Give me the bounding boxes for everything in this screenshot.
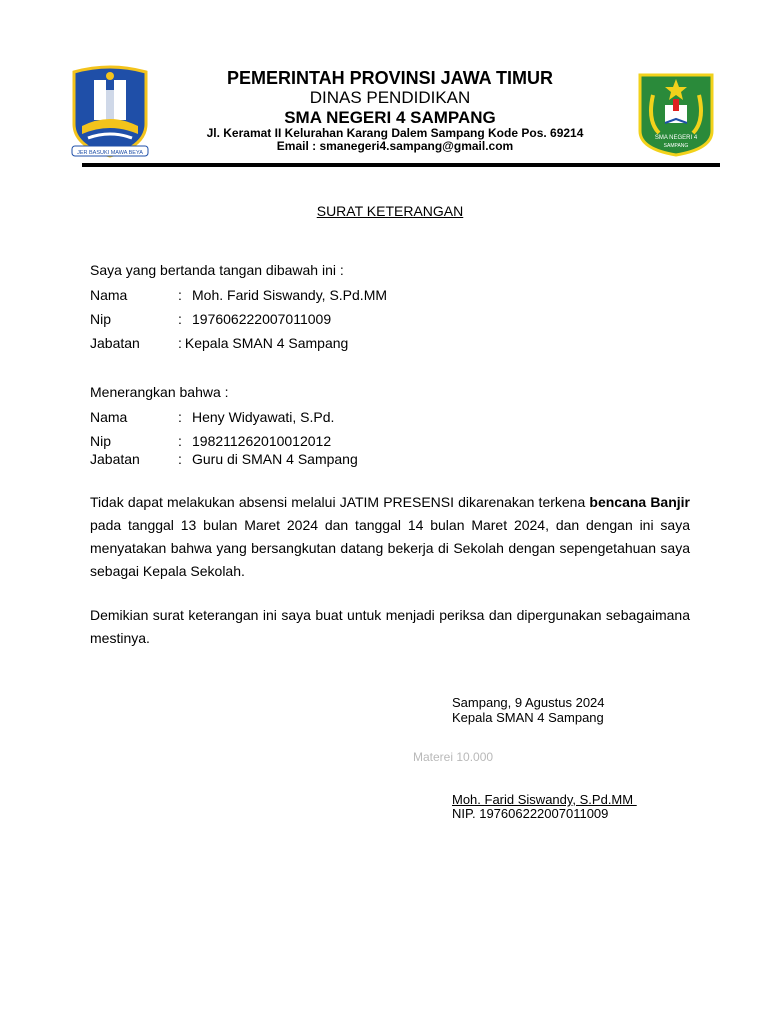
colon: : bbox=[178, 287, 182, 303]
east-java-crest-logo bbox=[68, 64, 152, 160]
school-logo-subtext: SAMPANG bbox=[663, 143, 689, 149]
statement-intro: Menerangkan bahwa : bbox=[90, 384, 229, 400]
body-paragraph-1 bbox=[90, 491, 690, 583]
document-title: SURAT KETERANGAN bbox=[316, 203, 464, 219]
field-value: Heny Widyawati, S.Pd. bbox=[192, 409, 335, 425]
signer-nip-row bbox=[90, 311, 331, 327]
colon: : bbox=[178, 311, 182, 327]
colon: : bbox=[178, 335, 182, 351]
field-label: Nip bbox=[90, 433, 112, 449]
header-address: Jl. Keramat II Kelurahan Karang Dalem Sampang Kode Pos. 69214 bbox=[206, 126, 584, 140]
body-paragraph-2: Demikian surat keterangan ini saya buat untuk menjadi periksa dan dipergunakan sebagaimana mestinya. bbox=[90, 607, 690, 646]
crest-motto: JER BASUKI MAWA BEYA bbox=[77, 150, 143, 156]
header-government: PEMERINTAH PROVINSI JAWA TIMUR bbox=[226, 68, 554, 88]
signer-name-row bbox=[90, 287, 387, 303]
paragraph-bold-text: bencana Banjir bbox=[589, 494, 690, 510]
field-value: 197606222007011009 bbox=[192, 311, 332, 327]
field-label: Jabatan bbox=[90, 335, 140, 351]
colon: : bbox=[178, 409, 182, 425]
signer-position: Kepala SMAN 4 Sampang bbox=[452, 710, 604, 725]
signer-position-row bbox=[90, 335, 348, 351]
header-email: Email : smanegeri4.sampang@gmail.com bbox=[276, 139, 514, 153]
field-label: Nama bbox=[90, 409, 128, 425]
colon: : bbox=[178, 433, 182, 449]
place-date: Sampang, 9 Agustus 2024 bbox=[452, 695, 605, 710]
field-value: 198211262010012012 bbox=[192, 433, 332, 449]
field-value: Moh. Farid Siswandy, S.Pd.MM bbox=[192, 287, 388, 303]
signer-name: Moh. Farid Siswandy, S.Pd.MM bbox=[452, 792, 637, 807]
field-value: Guru di SMAN 4 Sampang bbox=[192, 451, 358, 467]
field-label: Jabatan bbox=[90, 451, 140, 467]
header-agency: DINAS PENDIDIKAN bbox=[309, 88, 471, 107]
school-logo-text: SMA NEGERI 4 bbox=[654, 135, 698, 141]
colon: : bbox=[178, 451, 182, 467]
header-rule bbox=[82, 163, 720, 167]
field-value: Kepala SMAN 4 Sampang bbox=[184, 335, 349, 351]
field-label: Nama bbox=[90, 287, 128, 303]
subject-nip-row bbox=[90, 433, 331, 449]
signer-nip: NIP. 197606222007011009 bbox=[452, 806, 609, 821]
intro-text: Saya yang bertanda tangan dibawah ini : bbox=[90, 262, 344, 278]
field-label: Nip bbox=[90, 311, 112, 327]
subject-name-row bbox=[90, 409, 334, 425]
paragraph-text: pada tanggal 13 bulan Maret 2024 dan tanggal 14 bulan Maret 2024, dan dengan ini saya menyatakan bahwa yang bersangkutan datang bekerja di Sekolah dengan sepengetahuan saya sebagai Kepala Sekolah. bbox=[90, 517, 690, 579]
subject-position-row bbox=[90, 451, 358, 467]
header-school: SMA NEGERI 4 SAMPANG bbox=[284, 108, 496, 127]
paragraph-text: Tidak dapat melakukan absensi melalui JATIM PRESENSI dikarenakan terkena bbox=[90, 494, 590, 510]
school-logo bbox=[637, 71, 715, 157]
stamp-placeholder: Materei 10.000 bbox=[413, 750, 494, 764]
